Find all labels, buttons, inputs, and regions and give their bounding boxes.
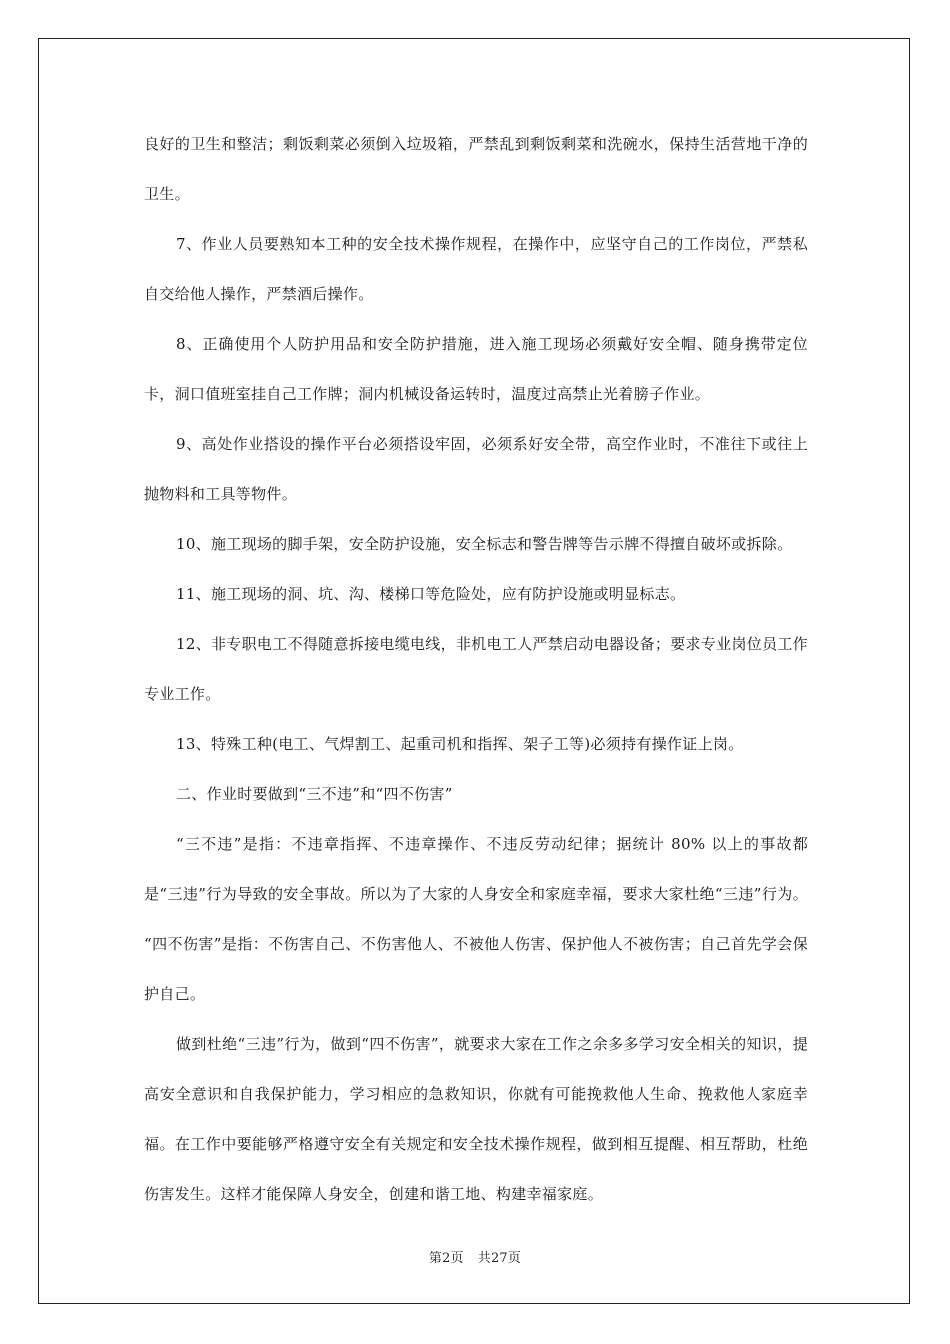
paragraph-item-7: 7、作业人员要熟知本工种的安全技术操作规程，在操作中，应坚守自己的工作岗位，严禁私自交给他人操作，严禁酒后操作。 xyxy=(144,235,808,303)
paragraph-conclusion: 做到杜绝“三违”行为，做到“四不伤害”，就要求大家在工作之余多多学习安全相关的知识，提高安全意识和自我保护能力，学习相应的急救知识，你就有可能挽救他人生命、挽救他人家庭幸福。在工作中要能够严格遵守安全有关规定和安全技术操作规程，做到相互提醒、相互帮助，杜绝伤害发生。这样才能保障人身安全，创建和谐工地、构建幸福家庭。 xyxy=(144,1035,808,1203)
section-heading-two: 二、作业时要做到“三不违”和“四不伤害” xyxy=(176,785,453,803)
paragraph-item-11: 11、施工现场的洞、坑、沟、楼梯口等危险处，应有防护设施或明显标志。 xyxy=(176,585,686,603)
page-footer xyxy=(0,1247,950,1266)
page-total: 共27页 xyxy=(477,1251,522,1266)
paragraph-item-10: 10、施工现场的脚手架，安全防护设施，安全标志和警告牌等告示牌不得擅自破坏或拆除。 xyxy=(176,535,793,553)
paragraph-item-9: 9、高处作业搭设的操作平台必须搭设牢固，必须系好安全带，高空作业时，不准往下或往上抛物料和工具等物件。 xyxy=(144,435,808,503)
document-body xyxy=(144,119,808,1219)
paragraph-item-8: 8、正确使用个人防护用品和安全防护措施，进入施工现场必须戴好安全帽、随身携带定位卡，洞口值班室挂自己工作牌；洞内机械设备运转时，温度过高禁止光着膀子作业。 xyxy=(144,335,808,403)
paragraph-item-12: 12、非专职电工不得随意拆接电缆电线，非机电工人严禁启动电器设备；要求专业岗位员工作专业工作。 xyxy=(144,635,808,703)
paragraph-hygiene-continuation: 良好的卫生和整洁；剩饭剩菜必须倒入垃圾箱，严禁乱到剩饭剩菜和洗碗水，保持生活营地干净的卫生。 xyxy=(144,135,808,203)
paragraph-item-13: 13、特殊工种(电工、气焊割工、起重司机和指挥、架子工等)必须持有操作证上岗。 xyxy=(176,735,744,753)
page-number: 第2页 xyxy=(428,1251,464,1266)
paragraph-three-violations: “三不违”是指：不违章指挥、不违章操作、不违反劳动纪律；据统计 80% 以上的事故都是“三违”行为导致的安全事故。所以为了大家的人身安全和家庭幸福，要求大家杜绝“三违”行为。 “四不伤害”是指：不伤害自己、不伤害他人、不被他人伤害、保护他人不被伤害；自己首先学会保护自己。 xyxy=(144,835,808,1003)
